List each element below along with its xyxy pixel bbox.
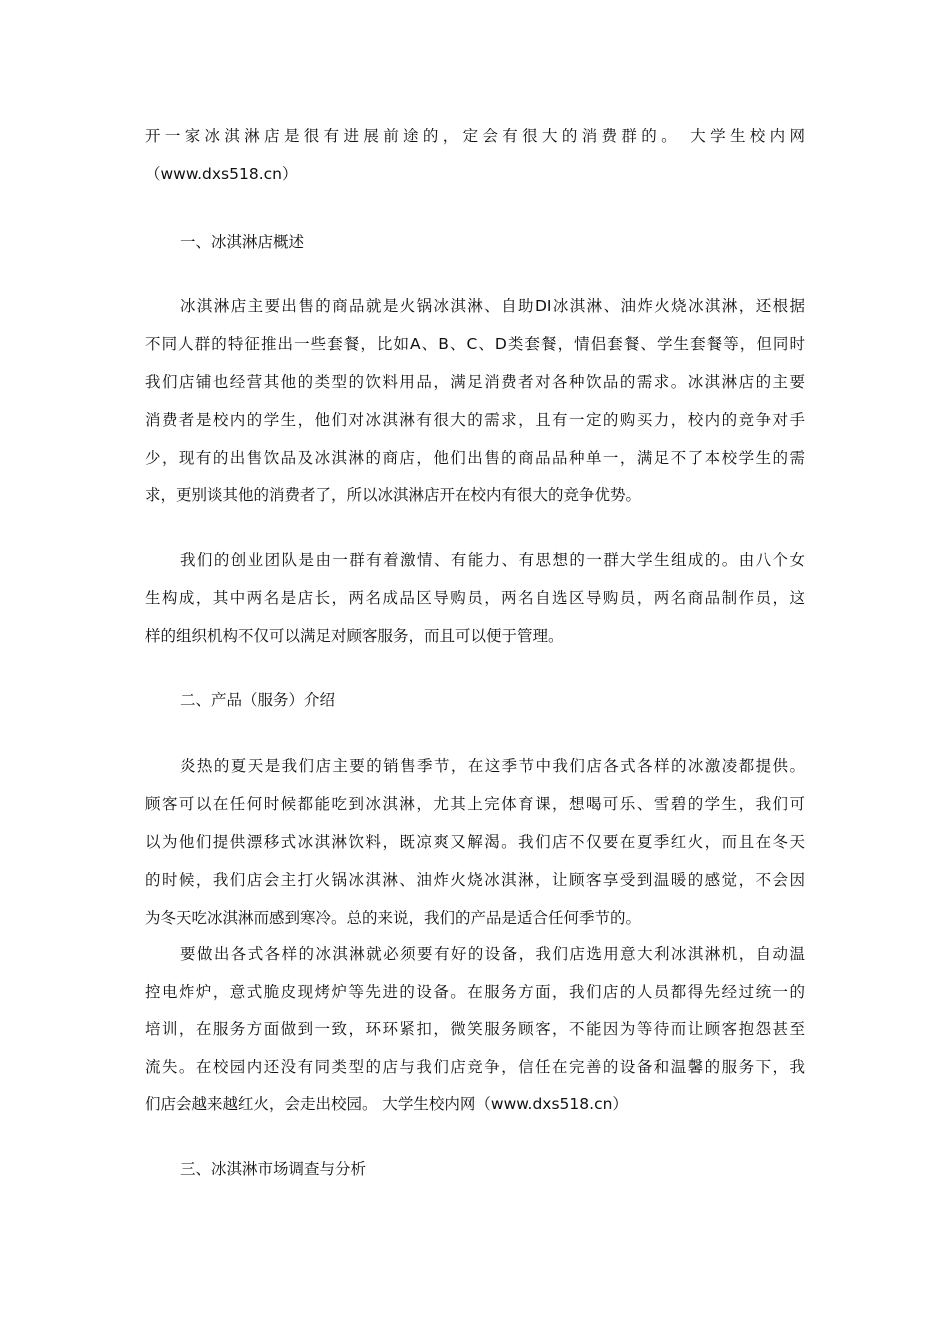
paragraph-line: 冰淇淋店主要出售的商品就是火锅冰淇淋、自助DI冰淇淋、油炸火烧冰淇淋，还根据 — [180, 297, 805, 315]
paragraph-line: 为冬天吃冰淇淋而感到寒冷。总的来说，我们的产品是适合任何季节的。 — [145, 909, 642, 927]
paragraph-line: 我们的创业团队是由一群有着激情、有能力、有思想的一群大学生组成的。由八个女 — [180, 551, 805, 569]
section-heading: 三、冰淇淋市场调查与分析 — [180, 1160, 367, 1178]
paragraph-line: 以为他们提供漂移式冰淇淋饮料，既凉爽又解渴。我们店不仅要在夏季红火，而且在冬天 — [145, 833, 805, 851]
paragraph-line: 少，现有的出售饮品及冰淇淋的商店，他们出售的商品品种单一，满足不了本校学生的需 — [145, 449, 805, 467]
paragraph-line: 要做出各式各样的冰淇淋就必须要有好的设备，我们店选用意大利冰淇淋机，自动温 — [180, 945, 805, 963]
paragraph-line: 消费者是校内的学生，他们对冰淇淋有很大的需求，且有一定的购买力，校内的竞争对手 — [145, 411, 805, 429]
paragraph-line: 的时候，我们店会主打火锅冰淇淋、油炸火烧冰淇淋，让顾客享受到温暖的感觉，不会因 — [145, 871, 805, 889]
paragraph-line: 我们店铺也经营其他的类型的饮料用品，满足消费者对各种饮品的需求。冰淇淋店的主要 — [145, 373, 805, 391]
intro-line: 开一家冰淇淋店是很有进展前途的，定会有很大的消费群的。 大学生校内网 — [145, 127, 805, 145]
paragraph-line: 求，更别谈其他的消费者了，所以冰淇淋店开在校内有很大的竞争优势。 — [145, 486, 642, 504]
paragraph-line: 流失。在校园内还没有同类型的店与我们店竞争，信任在完善的设备和温馨的服务下，我 — [145, 1058, 805, 1076]
paragraph-line: 不同人群的特征推出一些套餐，比如A、B、C、D类套餐，情侣套餐、学生套餐等，但同时 — [145, 335, 805, 353]
section-heading: 二、产品（服务）介绍 — [180, 691, 336, 709]
paragraph-line: 培训，在服务方面做到一致，环环紧扣，微笑服务顾客，不能因为等待而让顾客抱怨甚至 — [145, 1020, 805, 1038]
paragraph-line: 们店会越来越红火，会走出校园。 大学生校内网（www.dxs518.cn） — [145, 1095, 628, 1113]
paragraph-line: 样的组织机构不仅可以满足对顾客服务，而且可以便于管理。 — [145, 627, 564, 645]
paragraph-line: 生构成，其中两名是店长，两名成品区导购员，两名自选区导购员，两名商品制作员，这 — [145, 589, 805, 607]
intro-line: （www.dxs518.cn） — [145, 165, 298, 183]
section-heading: 一、冰淇淋店概述 — [180, 233, 305, 251]
paragraph-line: 顾客可以在任何时候都能吃到冰淇淋，尤其上完体育课，想喝可乐、雪碧的学生，我们可 — [145, 795, 805, 813]
paragraph-line: 控电炸炉，意式脆皮现烤炉等先进的设备。在服务方面，我们店的人员都得先经过统一的 — [145, 983, 805, 1001]
paragraph-line: 炎热的夏天是我们店主要的销售季节，在这季节中我们店各式各样的冰激凌都提供。 — [180, 757, 805, 775]
